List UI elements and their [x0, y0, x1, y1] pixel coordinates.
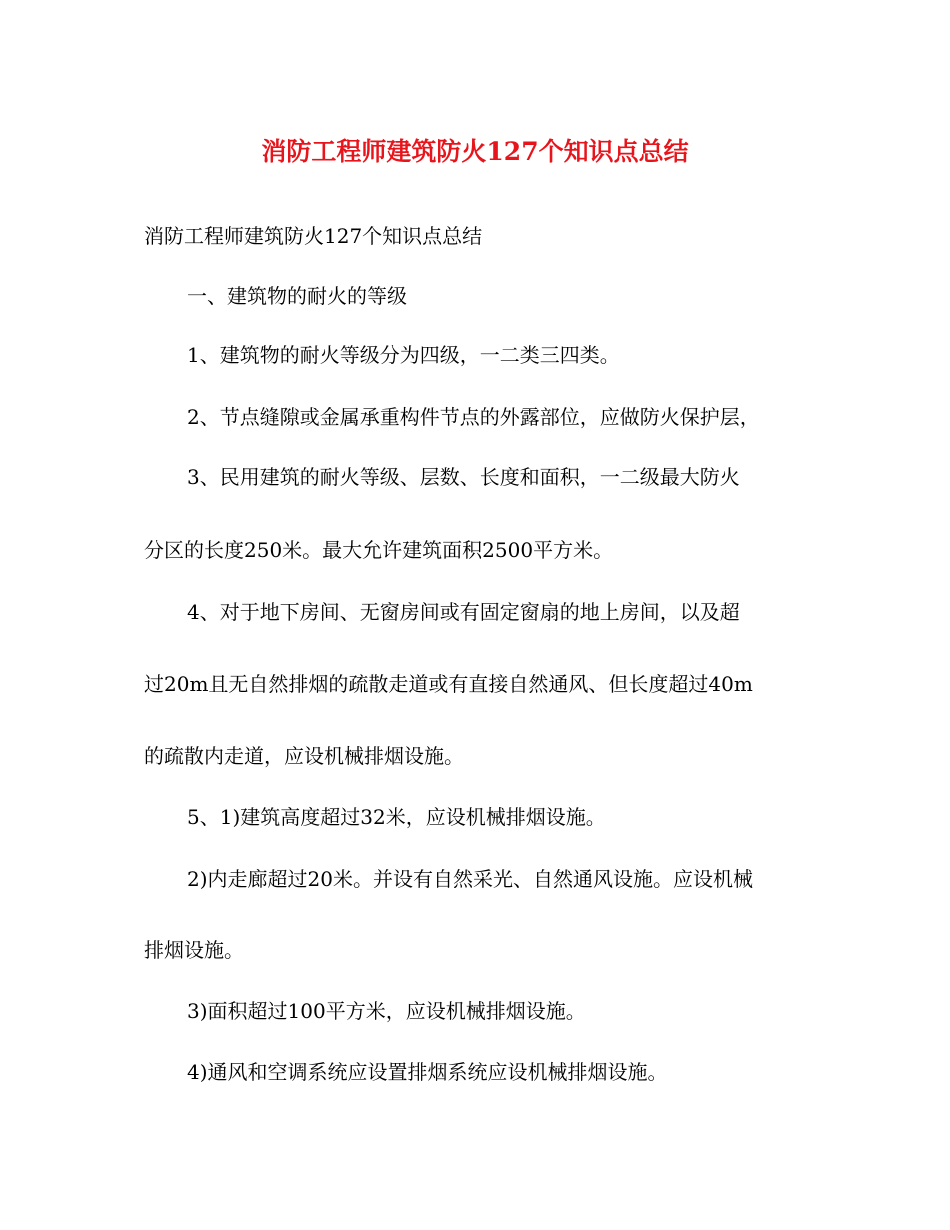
document-title: 消防工程师建筑防火127个知识点总结 [261, 137, 689, 166]
body-line: 2、节点缝隙或金属承重构件节点的外露部位，应做防火保护层， [187, 405, 760, 429]
body-line: 4)通风和空调系统应设置排烟系统应设机械排烟设施。 [187, 1060, 668, 1084]
body-line: 的疏散内走道，应设机械排烟设施。 [144, 744, 464, 768]
section-heading: 一、建筑物的耐火的等级 [187, 284, 407, 308]
body-line: 过20m且无自然排烟的疏散走道或有直接自然通风、但长度超过40m [144, 672, 753, 696]
body-line: 4、对于地下房间、无窗房间或有固定窗扇的地上房间，以及超 [187, 600, 740, 624]
body-line: 3、民用建筑的耐火等级、层数、长度和面积，一二级最大防火 [187, 465, 740, 489]
body-line: 5、1)建筑高度超过32米，应设机械排烟设施。 [187, 805, 606, 829]
body-line: 消防工程师建筑防火127个知识点总结 [144, 224, 483, 248]
body-line: 2)内走廊超过20米。并设有自然采光、自然通风设施。应设机械 [187, 867, 753, 891]
body-line: 3)面积超过100平方米，应设机械排烟设施。 [187, 999, 586, 1023]
body-line: 排烟设施。 [144, 938, 244, 962]
body-line: 分区的长度250米。最大允许建筑面积2500平方米。 [144, 538, 614, 562]
body-line: 1、建筑物的耐火等级分为四级，一二类三四类。 [187, 343, 620, 367]
